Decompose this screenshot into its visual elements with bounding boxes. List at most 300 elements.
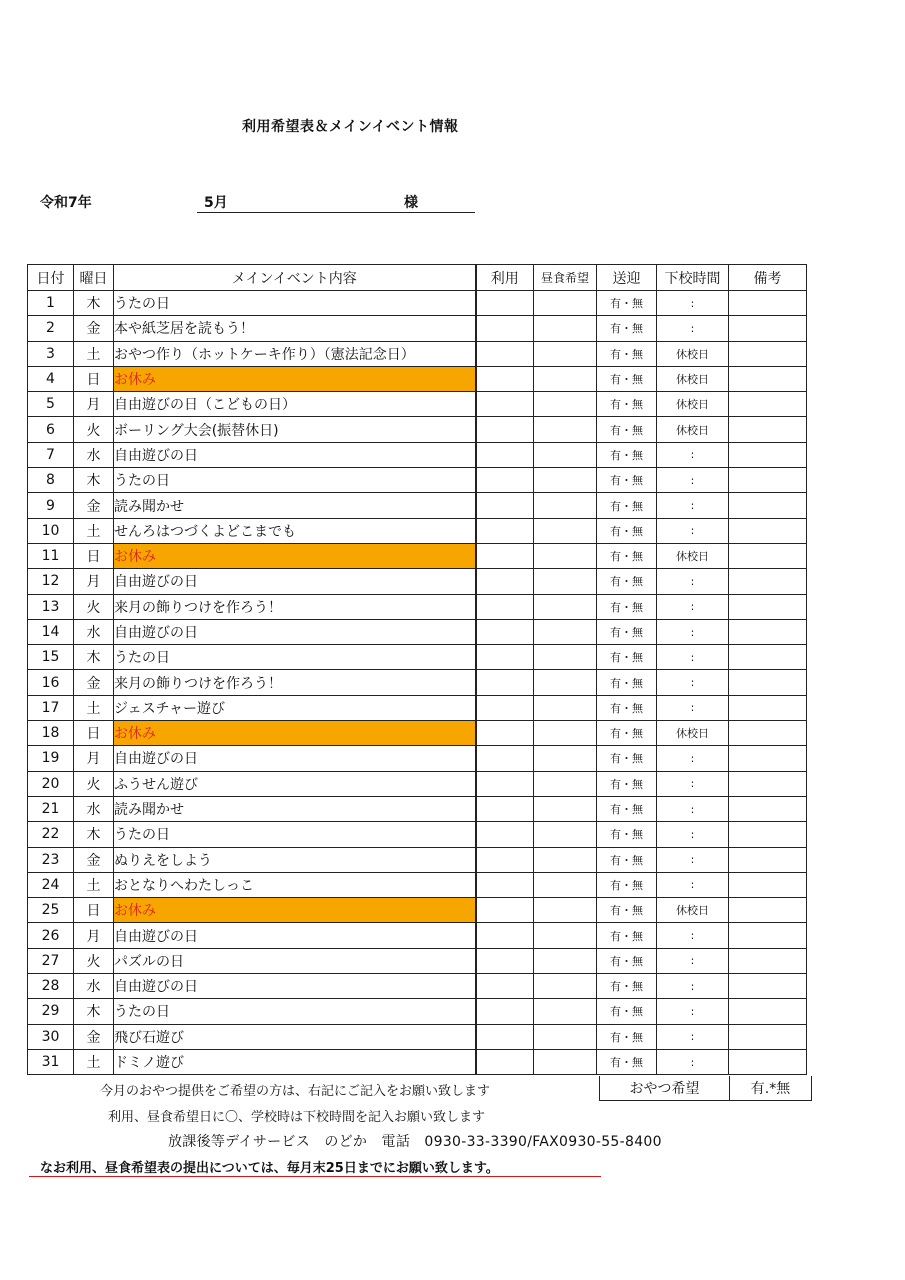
table-row [28, 392, 807, 417]
school-end-cell[interactable]: 休校日 [657, 721, 729, 746]
school-end-cell[interactable]: : [657, 645, 729, 670]
lunch-cell[interactable] [534, 1024, 597, 1049]
lunch-cell[interactable] [534, 543, 597, 568]
weekday-cell: 日 [74, 898, 114, 923]
pickup-cell[interactable]: 有・無 [597, 872, 657, 897]
school-end-cell[interactable]: : [657, 569, 729, 594]
school-end-cell[interactable]: : [657, 594, 729, 619]
pickup-cell[interactable]: 有・無 [597, 392, 657, 417]
day-cell: 22 [28, 822, 74, 847]
remarks-cell[interactable] [729, 468, 807, 493]
pickup-cell[interactable]: 有・無 [597, 341, 657, 366]
day-cell: 4 [28, 366, 74, 391]
weekday-cell: 火 [74, 594, 114, 619]
event-cell: 読み聞かせ [114, 796, 476, 821]
lunch-cell[interactable] [534, 898, 597, 923]
weekday-cell: 金 [74, 670, 114, 695]
weekday-cell: 日 [74, 366, 114, 391]
use-cell[interactable] [476, 872, 534, 897]
day-cell: 3 [28, 341, 74, 366]
table-row [28, 417, 807, 442]
lunch-cell[interactable] [534, 746, 597, 771]
table-row [28, 872, 807, 897]
school-end-cell[interactable]: : [657, 468, 729, 493]
use-cell[interactable] [476, 670, 534, 695]
school-end-cell[interactable]: : [657, 822, 729, 847]
lunch-cell[interactable] [534, 974, 597, 999]
lunch-cell[interactable] [534, 796, 597, 821]
honorific-label: 様 [404, 195, 418, 211]
table-row [28, 569, 807, 594]
pickup-cell[interactable]: 有・無 [597, 771, 657, 796]
remarks-cell[interactable] [729, 518, 807, 543]
lunch-cell[interactable] [534, 569, 597, 594]
event-cell: 自由遊びの日 [114, 746, 476, 771]
lunch-cell[interactable] [534, 518, 597, 543]
remarks-cell[interactable] [729, 695, 807, 720]
event-cell: 自由遊びの日 [114, 974, 476, 999]
pickup-cell[interactable]: 有・無 [597, 1049, 657, 1074]
school-end-cell[interactable]: : [657, 291, 729, 316]
header-pickup: 送迎 [597, 265, 657, 291]
weekday-cell: 金 [74, 493, 114, 518]
event-cell: 自由遊びの日 [114, 442, 476, 467]
use-cell[interactable] [476, 796, 534, 821]
table-row [28, 771, 807, 796]
page-title: 利用希望表＆メインイベント情報 [242, 119, 459, 135]
school-end-cell[interactable]: : [657, 518, 729, 543]
day-cell: 14 [28, 619, 74, 644]
school-end-cell[interactable]: 休校日 [657, 366, 729, 391]
table-row [28, 721, 807, 746]
day-cell: 12 [28, 569, 74, 594]
pickup-cell[interactable]: 有・無 [597, 468, 657, 493]
weekday-cell: 金 [74, 316, 114, 341]
day-cell: 13 [28, 594, 74, 619]
use-cell[interactable] [476, 493, 534, 518]
weekday-cell: 土 [74, 872, 114, 897]
pickup-cell[interactable]: 有・無 [597, 796, 657, 821]
lunch-cell[interactable] [534, 619, 597, 644]
table-row [28, 442, 807, 467]
school-end-cell[interactable]: 休校日 [657, 898, 729, 923]
use-cell[interactable] [476, 645, 534, 670]
day-cell: 8 [28, 468, 74, 493]
event-cell: 読み聞かせ [114, 493, 476, 518]
use-cell[interactable] [476, 543, 534, 568]
header-event: メインイベント内容 [114, 265, 476, 291]
use-cell[interactable] [476, 721, 534, 746]
remarks-cell[interactable] [729, 543, 807, 568]
table-row [28, 1049, 807, 1074]
event-cell: うたの日 [114, 468, 476, 493]
lunch-cell[interactable] [534, 923, 597, 948]
day-cell: 20 [28, 771, 74, 796]
use-cell[interactable] [476, 392, 534, 417]
day-cell: 5 [28, 392, 74, 417]
remarks-cell[interactable] [729, 746, 807, 771]
event-cell: うたの日 [114, 291, 476, 316]
school-end-cell[interactable]: : [657, 872, 729, 897]
table-row [28, 746, 807, 771]
weekday-cell: 木 [74, 291, 114, 316]
school-end-cell[interactable]: : [657, 316, 729, 341]
event-cell: 自由遊びの日 [114, 923, 476, 948]
pickup-cell[interactable]: 有・無 [597, 822, 657, 847]
table-row [28, 366, 807, 391]
pickup-cell[interactable]: 有・無 [597, 518, 657, 543]
event-cell: うたの日 [114, 999, 476, 1024]
event-cell: 本や紙芝居を読もう！ [114, 316, 476, 341]
lunch-cell[interactable] [534, 493, 597, 518]
table-row [28, 695, 807, 720]
use-cell[interactable] [476, 923, 534, 948]
event-cell: 飛び石遊び [114, 1024, 476, 1049]
pickup-cell[interactable]: 有・無 [597, 847, 657, 872]
lunch-cell[interactable] [534, 999, 597, 1024]
day-cell: 17 [28, 695, 74, 720]
use-cell[interactable] [476, 341, 534, 366]
day-cell: 25 [28, 898, 74, 923]
lunch-cell[interactable] [534, 341, 597, 366]
remarks-cell[interactable] [729, 771, 807, 796]
day-cell: 19 [28, 746, 74, 771]
use-cell[interactable] [476, 1024, 534, 1049]
pickup-cell[interactable]: 有・無 [597, 923, 657, 948]
use-cell[interactable] [476, 771, 534, 796]
table-row [28, 923, 807, 948]
weekday-cell: 水 [74, 796, 114, 821]
day-cell: 31 [28, 1049, 74, 1074]
event-cell: せんろはつづくよどこまでも [114, 518, 476, 543]
remarks-cell[interactable] [729, 417, 807, 442]
lunch-cell[interactable] [534, 392, 597, 417]
snack-choice[interactable]: 有.*無 [750, 1081, 791, 1097]
table-row [28, 518, 807, 543]
use-cell[interactable] [476, 594, 534, 619]
event-cell: 自由遊びの日 [114, 619, 476, 644]
table-row [28, 316, 807, 341]
table-row [28, 468, 807, 493]
event-cell: おやつ作り（ホットケーキ作り）（憲法記念日） [114, 341, 476, 366]
schedule-table [27, 264, 807, 1075]
lunch-cell[interactable] [534, 822, 597, 847]
snack-request-box [599, 1076, 812, 1101]
weekday-cell: 木 [74, 468, 114, 493]
event-cell: 自由遊びの日 [114, 569, 476, 594]
table-row [28, 898, 807, 923]
table-row [28, 1024, 807, 1049]
pickup-cell[interactable]: 有・無 [597, 999, 657, 1024]
lunch-cell[interactable] [534, 594, 597, 619]
pickup-cell[interactable]: 有・無 [597, 619, 657, 644]
remarks-cell[interactable] [729, 872, 807, 897]
day-cell: 24 [28, 872, 74, 897]
use-cell[interactable] [476, 468, 534, 493]
table-row [28, 670, 807, 695]
weekday-cell: 月 [74, 923, 114, 948]
table-header-row [28, 265, 807, 291]
lunch-cell[interactable] [534, 771, 597, 796]
pickup-cell[interactable]: 有・無 [597, 417, 657, 442]
use-cell[interactable] [476, 822, 534, 847]
weekday-cell: 土 [74, 1049, 114, 1074]
use-cell[interactable] [476, 746, 534, 771]
day-cell: 18 [28, 721, 74, 746]
deadline-underline [29, 1176, 601, 1177]
remarks-cell[interactable] [729, 974, 807, 999]
school-end-cell[interactable]: : [657, 1024, 729, 1049]
remarks-cell[interactable] [729, 1049, 807, 1074]
lunch-cell[interactable] [534, 695, 597, 720]
day-cell: 29 [28, 999, 74, 1024]
weekday-cell: 金 [74, 847, 114, 872]
event-cell: 来月の飾りつけを作ろう！ [114, 594, 476, 619]
day-cell: 30 [28, 1024, 74, 1049]
weekday-cell: 土 [74, 518, 114, 543]
day-cell: 10 [28, 518, 74, 543]
use-cell[interactable] [476, 291, 534, 316]
pickup-cell[interactable]: 有・無 [597, 493, 657, 518]
header-lunch: 昼食希望 [534, 265, 597, 291]
day-cell: 28 [28, 974, 74, 999]
lunch-cell[interactable] [534, 366, 597, 391]
weekday-cell: 火 [74, 417, 114, 442]
weekday-cell: 土 [74, 695, 114, 720]
pickup-cell[interactable]: 有・無 [597, 366, 657, 391]
lunch-cell[interactable] [534, 670, 597, 695]
deadline-note: なお利用、昼食希望表の提出については、毎月末25日までにお願い致します。 [40, 1161, 499, 1176]
use-cell[interactable] [476, 518, 534, 543]
table-row [28, 974, 807, 999]
day-cell: 1 [28, 291, 74, 316]
pickup-cell[interactable]: 有・無 [597, 746, 657, 771]
use-cell[interactable] [476, 417, 534, 442]
use-cell[interactable] [476, 1049, 534, 1074]
school-end-cell[interactable]: 休校日 [657, 392, 729, 417]
pickup-cell[interactable]: 有・無 [597, 543, 657, 568]
remarks-cell[interactable] [729, 796, 807, 821]
header-weekday: 曜日 [74, 265, 114, 291]
table-row [28, 645, 807, 670]
pickup-cell[interactable]: 有・無 [597, 670, 657, 695]
snack-label: おやつ希望 [600, 1076, 730, 1100]
school-end-cell[interactable]: : [657, 923, 729, 948]
use-cell[interactable] [476, 316, 534, 341]
remarks-cell[interactable] [729, 670, 807, 695]
lunch-cell[interactable] [534, 847, 597, 872]
remarks-cell[interactable] [729, 392, 807, 417]
remarks-cell[interactable] [729, 999, 807, 1024]
use-cell[interactable] [476, 898, 534, 923]
weekday-cell: 土 [74, 341, 114, 366]
pickup-cell[interactable]: 有・無 [597, 569, 657, 594]
remarks-cell[interactable] [729, 923, 807, 948]
school-end-cell[interactable]: : [657, 847, 729, 872]
use-cell[interactable] [476, 442, 534, 467]
school-end-cell[interactable]: : [657, 796, 729, 821]
day-cell: 6 [28, 417, 74, 442]
use-cell[interactable] [476, 974, 534, 999]
contact-info: 放課後等デイサービス のどか 電話 0930-33-3390/FAX0930-55-8400 [168, 1134, 662, 1150]
table-row [28, 847, 807, 872]
school-end-cell[interactable]: : [657, 695, 729, 720]
event-cell: うたの日 [114, 645, 476, 670]
weekday-cell: 日 [74, 543, 114, 568]
lunch-cell[interactable] [534, 468, 597, 493]
pickup-cell[interactable]: 有・無 [597, 898, 657, 923]
usage-note: 利用、昼食希望日に〇、学校時は下校時間を記入お願い致します [108, 1110, 486, 1125]
remarks-cell[interactable] [729, 569, 807, 594]
weekday-cell: 水 [74, 974, 114, 999]
header-day: 日付 [28, 265, 74, 291]
weekday-cell: 金 [74, 1024, 114, 1049]
lunch-cell[interactable] [534, 872, 597, 897]
use-cell[interactable] [476, 948, 534, 973]
table-row [28, 999, 807, 1024]
day-cell: 9 [28, 493, 74, 518]
school-end-cell[interactable]: : [657, 1049, 729, 1074]
day-cell: 15 [28, 645, 74, 670]
lunch-cell[interactable] [534, 417, 597, 442]
event-cell-holiday: お休み [114, 543, 476, 568]
pickup-cell[interactable]: 有・無 [597, 1024, 657, 1049]
remarks-cell[interactable] [729, 1024, 807, 1049]
remarks-cell[interactable] [729, 822, 807, 847]
weekday-cell: 月 [74, 569, 114, 594]
table-row [28, 291, 807, 316]
pickup-cell[interactable]: 有・無 [597, 974, 657, 999]
school-end-cell[interactable]: : [657, 999, 729, 1024]
remarks-cell[interactable] [729, 948, 807, 973]
lunch-cell[interactable] [534, 291, 597, 316]
weekday-cell: 水 [74, 442, 114, 467]
remarks-cell[interactable] [729, 898, 807, 923]
event-cell-holiday: お休み [114, 898, 476, 923]
weekday-cell: 月 [74, 746, 114, 771]
name-field-line[interactable] [197, 212, 475, 213]
table-row [28, 543, 807, 568]
weekday-cell: 木 [74, 999, 114, 1024]
remarks-cell[interactable] [729, 316, 807, 341]
school-end-cell[interactable]: 休校日 [657, 417, 729, 442]
remarks-cell[interactable] [729, 645, 807, 670]
school-end-cell[interactable]: : [657, 746, 729, 771]
pickup-cell[interactable]: 有・無 [597, 442, 657, 467]
lunch-cell[interactable] [534, 442, 597, 467]
pickup-cell[interactable]: 有・無 [597, 316, 657, 341]
use-cell[interactable] [476, 847, 534, 872]
header-school-end: 下校時間 [657, 265, 729, 291]
event-cell: ボーリング大会(振替休日) [114, 417, 476, 442]
event-cell: うたの日 [114, 822, 476, 847]
use-cell[interactable] [476, 999, 534, 1024]
use-cell[interactable] [476, 569, 534, 594]
remarks-cell[interactable] [729, 442, 807, 467]
lunch-cell[interactable] [534, 645, 597, 670]
lunch-cell[interactable] [534, 948, 597, 973]
day-cell: 21 [28, 796, 74, 821]
snack-note: 今月のおやつ提供をご希望の方は、右記にご記入をお願い致します [100, 1084, 491, 1099]
remarks-cell[interactable] [729, 291, 807, 316]
pickup-cell[interactable]: 有・無 [597, 721, 657, 746]
event-cell: パズルの日 [114, 948, 476, 973]
use-cell[interactable] [476, 366, 534, 391]
weekday-cell: 火 [74, 771, 114, 796]
lunch-cell[interactable] [534, 1049, 597, 1074]
header-use: 利用 [476, 265, 534, 291]
weekday-cell: 火 [74, 948, 114, 973]
event-cell-holiday: お休み [114, 366, 476, 391]
table-row [28, 948, 807, 973]
table-row [28, 822, 807, 847]
remarks-cell[interactable] [729, 594, 807, 619]
pickup-cell[interactable]: 有・無 [597, 948, 657, 973]
day-cell: 16 [28, 670, 74, 695]
school-end-cell[interactable]: : [657, 493, 729, 518]
pickup-cell[interactable]: 有・無 [597, 695, 657, 720]
school-end-cell[interactable]: : [657, 619, 729, 644]
remarks-cell[interactable] [729, 341, 807, 366]
weekday-cell: 月 [74, 392, 114, 417]
school-end-cell[interactable]: : [657, 974, 729, 999]
remarks-cell[interactable] [729, 366, 807, 391]
remarks-cell[interactable] [729, 619, 807, 644]
header-remarks: 備考 [729, 265, 807, 291]
event-cell: ぬりえをしよう [114, 847, 476, 872]
pickup-cell[interactable]: 有・無 [597, 594, 657, 619]
remarks-cell[interactable] [729, 493, 807, 518]
day-cell: 23 [28, 847, 74, 872]
event-cell-holiday: お休み [114, 721, 476, 746]
school-end-cell[interactable]: : [657, 771, 729, 796]
lunch-cell[interactable] [534, 316, 597, 341]
weekday-cell: 日 [74, 721, 114, 746]
month-label: 5月 [204, 195, 228, 211]
remarks-cell[interactable] [729, 721, 807, 746]
table-row [28, 594, 807, 619]
pickup-cell[interactable]: 有・無 [597, 291, 657, 316]
day-cell: 7 [28, 442, 74, 467]
event-cell: ふうせん遊び [114, 771, 476, 796]
weekday-cell: 水 [74, 619, 114, 644]
use-cell[interactable] [476, 619, 534, 644]
table-row [28, 341, 807, 366]
day-cell: 26 [28, 923, 74, 948]
school-end-cell[interactable]: : [657, 948, 729, 973]
weekday-cell: 木 [74, 645, 114, 670]
weekday-cell: 木 [74, 822, 114, 847]
use-cell[interactable] [476, 695, 534, 720]
table-row [28, 796, 807, 821]
event-cell: ジェスチャー遊び [114, 695, 476, 720]
pickup-cell[interactable]: 有・無 [597, 645, 657, 670]
school-end-cell[interactable]: 休校日 [657, 341, 729, 366]
table-row [28, 493, 807, 518]
school-end-cell[interactable]: : [657, 670, 729, 695]
table-row [28, 619, 807, 644]
event-cell: 来月の飾りつけを作ろう！ [114, 670, 476, 695]
day-cell: 27 [28, 948, 74, 973]
school-end-cell[interactable]: 休校日 [657, 543, 729, 568]
school-end-cell[interactable]: : [657, 442, 729, 467]
event-cell: おとなりへわたしっこ [114, 872, 476, 897]
era-year: 令和7年 [40, 195, 92, 211]
lunch-cell[interactable] [534, 721, 597, 746]
remarks-cell[interactable] [729, 847, 807, 872]
event-cell: ドミノ遊び [114, 1049, 476, 1074]
day-cell: 11 [28, 543, 74, 568]
